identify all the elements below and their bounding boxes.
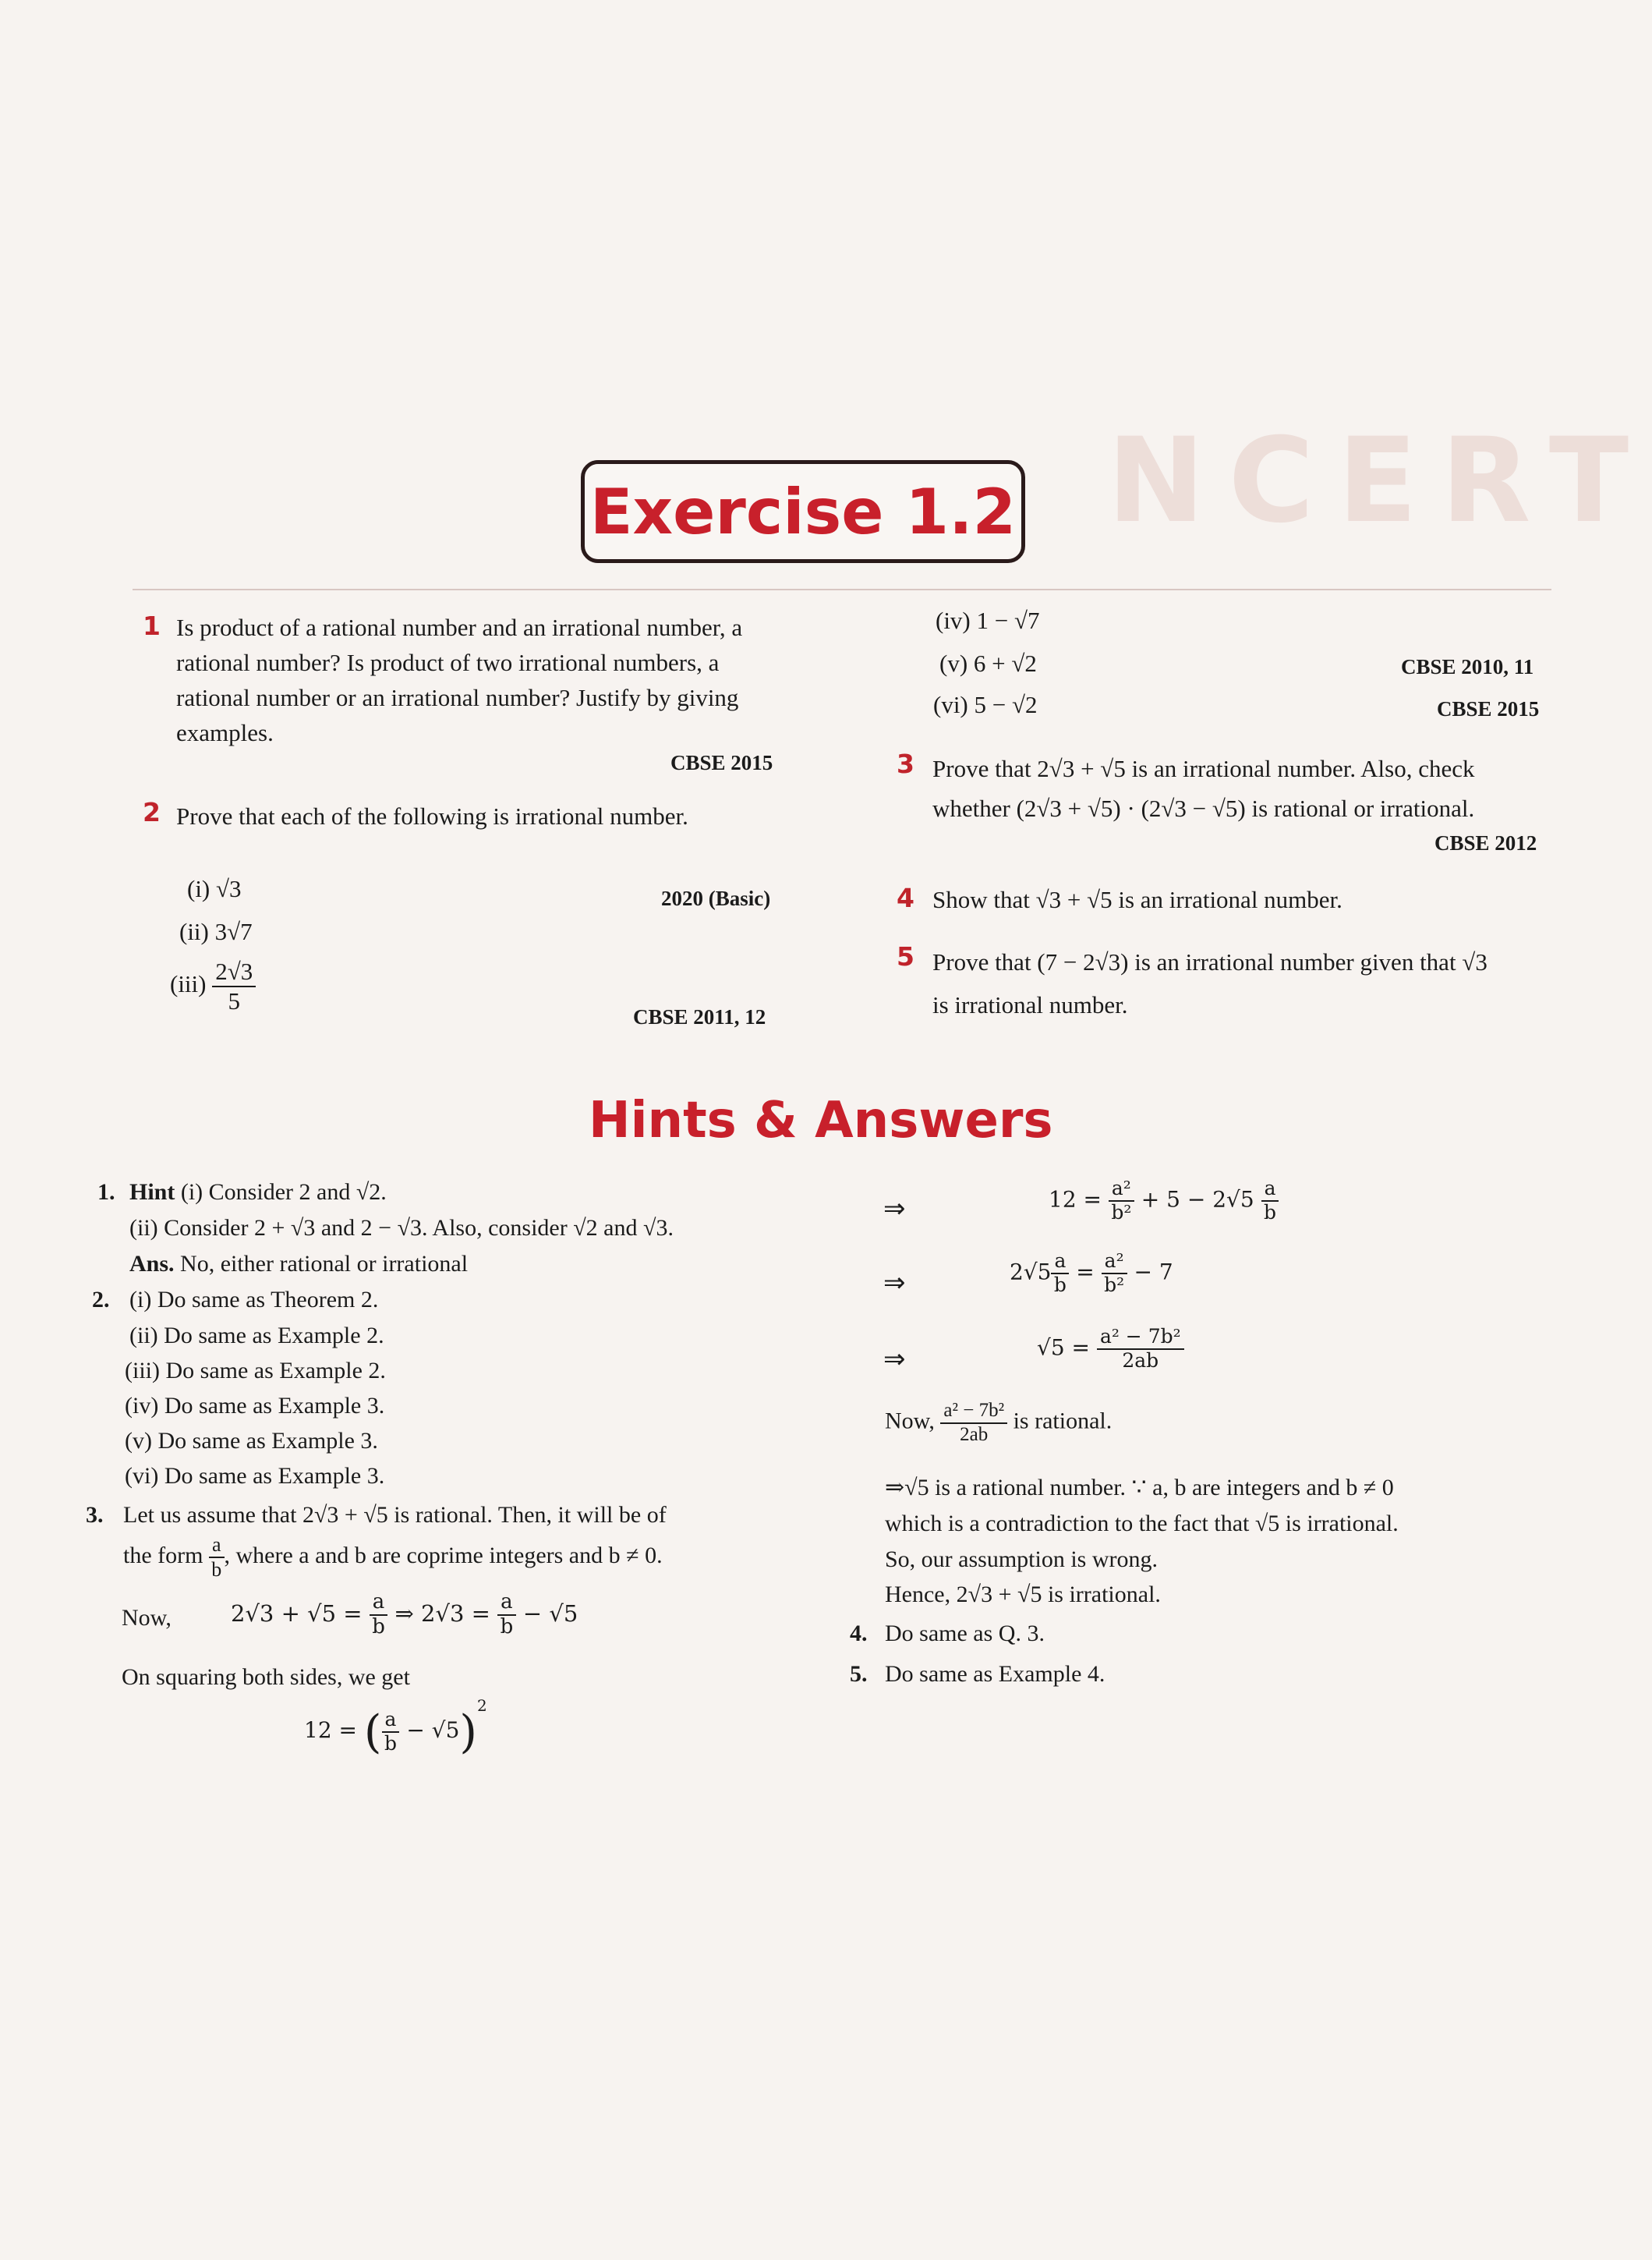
step2-frac-1-num: a [1051, 1250, 1069, 1274]
question-2-source-a: 2020 (Basic) [661, 887, 771, 910]
answer-5-text: Do same as Example 4. [885, 1661, 1105, 1687]
answer-3-form-line [123, 1533, 663, 1582]
exercise-title: Exercise 1.2 [589, 475, 1017, 548]
answer-3-conclusion-4: Hence, 2√3 + √5 is irrational. [885, 1582, 1161, 1607]
question-4-number: 4 [897, 883, 914, 913]
answer-3-squared-equation: 12 = ( $\frac{a}{b}$ − √5)$^2$ [304, 1696, 487, 1759]
form-post: , where a and b are coprime integers and b ≠ 0. [224, 1542, 663, 1568]
now2-tail: is rational. [1013, 1408, 1113, 1434]
exercise-title-box [581, 460, 1025, 563]
question-2-part-2 [179, 918, 253, 946]
answer-3-conclusion-2: which is a contradiction to the fact that √5 is irrational. [885, 1511, 1399, 1536]
form-fraction-den: b [211, 1557, 222, 1581]
now-frac-2 [497, 1591, 516, 1639]
part-3-fraction [212, 958, 256, 1015]
sq-frac-num: a [382, 1709, 400, 1733]
step1-frac-num: a² [1109, 1178, 1134, 1202]
question-3-source: CBSE 2012 [1434, 831, 1537, 855]
part-6-expr: 5 − √2 [974, 691, 1038, 718]
answer-1-number: 1. [97, 1179, 115, 1205]
form-pre: the form [123, 1542, 203, 1568]
part-2-expr: 3√7 [214, 918, 253, 945]
step2-frac-2-num: a² [1102, 1250, 1127, 1274]
now-mid: ⇒ 2√3 = [394, 1599, 490, 1627]
question-4-text: Show that √3 + √5 is an irrational number. [932, 886, 1342, 913]
question-3-text: Prove that 2√3 + √5 is an irrational number. Also, check whether (2√3 + √5) · (2√3 − √5) is rational or irrational. [932, 755, 1475, 822]
question-1-number: 1 [143, 611, 161, 641]
answer-4-number: 4. [850, 1621, 868, 1646]
question-5-number: 5 [897, 941, 914, 972]
part-5-label: (v) [939, 650, 968, 677]
answer-1-line-1 [129, 1179, 387, 1206]
step1-lhs: 12 = [1049, 1186, 1102, 1213]
step2-lhs: 2√5 [1010, 1259, 1052, 1285]
question-2-part-1 [187, 875, 242, 903]
question-2-part-5 [939, 650, 1037, 678]
answer-2-line-1: (i) Do same as Theorem 2. [129, 1287, 379, 1312]
now-frac-1-num: a [370, 1591, 388, 1616]
step3-frac-den: 2ab [1122, 1348, 1159, 1372]
sq-inner: − √5 [406, 1717, 460, 1743]
implies-1: ⇒ [883, 1193, 906, 1224]
answer-5-number: 5. [850, 1661, 868, 1687]
answer-3-step-2 [1010, 1250, 1173, 1297]
part-4-label: (iv) [936, 607, 971, 634]
answer-2-line-2: (ii) Do same as Example 2. [129, 1323, 384, 1348]
answer-2-line-4: (iv) Do same as Example 3. [125, 1393, 385, 1419]
answer-1-ans [129, 1251, 468, 1277]
step1-tail: + 5 − 2√5 [1141, 1186, 1254, 1213]
part-3-label: (iii) [170, 969, 207, 997]
now2-frac-den: 2ab [960, 1423, 989, 1445]
hint-word: Hint [129, 1179, 175, 1205]
question-2-number: 2 [143, 797, 161, 827]
answer-3-step-1 [1049, 1178, 1279, 1224]
part-6-label: (vi) [933, 691, 968, 718]
answer-3-squaring: On squaring both sides, we get [122, 1664, 410, 1690]
answer-4-text: Do same as Q. 3. [885, 1621, 1045, 1646]
step1-frac-2-den: b [1264, 1200, 1277, 1224]
answer-3-now2 [885, 1400, 1112, 1447]
answer-2-line-5: (v) Do same as Example 3. [125, 1428, 378, 1454]
answer-2-line-6: (vi) Do same as Example 3. [125, 1463, 385, 1489]
answer-3-number: 3. [86, 1502, 104, 1528]
question-2-source-c: CBSE 2010, 11 [1401, 655, 1534, 678]
ans-text: No, either rational or irrational [174, 1251, 469, 1277]
part-1-label: (i) [187, 875, 210, 902]
step1-frac-den: b² [1111, 1200, 1132, 1224]
step1-frac [1109, 1178, 1134, 1224]
step3-frac-num: a² − 7b² [1097, 1326, 1184, 1350]
answer-3-now-word: Now, [122, 1605, 172, 1631]
now-frac-2-den: b [500, 1614, 514, 1638]
answer-3-conclusion-3: So, our assumption is wrong. [885, 1546, 1159, 1572]
question-3-number: 3 [897, 749, 914, 779]
implies-2: ⇒ [883, 1267, 906, 1298]
answer-3-intro: Let us assume that 2√3 + √5 is rational. Then, it will be of [123, 1502, 667, 1528]
sq-lhs: 12 = [304, 1717, 357, 1743]
answer-1-line-2: (ii) Consider 2 + √3 and 2 − √3. Also, consider √2 and √3. [129, 1215, 674, 1241]
part-5-expr: 6 + √2 [973, 650, 1037, 677]
sq-exponent: 2 [477, 1696, 487, 1715]
ans-word: Ans. [129, 1251, 175, 1277]
step2-frac-2 [1102, 1250, 1127, 1297]
step2-frac-1 [1051, 1250, 1069, 1297]
now-frac-1-den: b [372, 1614, 385, 1638]
hints-title: Hints & Answers [589, 1092, 1053, 1149]
form-fraction-num: a [209, 1533, 225, 1558]
answer-2-number: 2. [92, 1287, 110, 1312]
question-2-source-d: CBSE 2015 [1437, 697, 1540, 721]
step3-frac [1097, 1326, 1184, 1373]
part-3-denominator: 5 [228, 987, 240, 1015]
question-1-source: CBSE 2015 [670, 751, 773, 774]
step2-eq: = [1076, 1259, 1095, 1285]
step2-tail: − 7 [1134, 1259, 1173, 1285]
now-lhs: 2√3 + √5 = [231, 1599, 363, 1627]
part-3-numerator: 2√3 [212, 958, 256, 987]
answer-3-now-equation [231, 1591, 578, 1639]
now2-frac [940, 1400, 1007, 1447]
now2-frac-num: a² − 7b² [940, 1400, 1007, 1424]
implies-3: ⇒ [883, 1344, 906, 1375]
step3-lhs: √5 = [1037, 1334, 1091, 1361]
answer-2-line-3: (iii) Do same as Example 2. [125, 1358, 386, 1383]
question-2-source-b: CBSE 2011, 12 [633, 1005, 766, 1029]
sq-frac-den: b [384, 1731, 397, 1755]
now-tail: − √5 [522, 1599, 578, 1627]
now-frac-1 [370, 1591, 388, 1639]
hint-line-1: (i) Consider 2 and √2. [175, 1179, 387, 1205]
question-1-text: Is product of a rational number and an irrational number, a rational number? Is product of two irrational numbers, a rational number or an irrational number? Justify by giving examples. [176, 614, 743, 746]
question-5-text: Prove that (7 − 2√3) is an irrational number given that √3 is irrational number. [932, 948, 1488, 1018]
now2-word: Now, [885, 1408, 935, 1434]
sq-frac [382, 1709, 400, 1755]
part-1-expr: √3 [216, 875, 242, 902]
part-2-label: (ii) [179, 918, 209, 945]
question-2-text: Prove that each of the following is irrational number. [176, 802, 688, 830]
part-4-expr: 1 − √7 [976, 607, 1040, 634]
watermark: NCERT [1107, 413, 1652, 549]
step2-frac-1-den: b [1053, 1273, 1067, 1296]
form-fraction [209, 1533, 225, 1582]
question-2-part-3 [170, 958, 256, 1015]
step1-frac-2 [1261, 1178, 1279, 1224]
now-frac-2-num: a [497, 1591, 516, 1616]
question-2-part-6 [933, 691, 1038, 719]
question-2-part-4 [936, 607, 1040, 635]
answer-3-conclusion-1: ⇒√5 is a rational number. ∵ a, b are integers and b ≠ 0 [885, 1475, 1394, 1500]
step2-frac-2-den: b² [1104, 1273, 1125, 1296]
step1-frac-2-num: a [1261, 1178, 1279, 1202]
answer-3-step-3 [1037, 1326, 1184, 1373]
divider [133, 589, 1551, 590]
